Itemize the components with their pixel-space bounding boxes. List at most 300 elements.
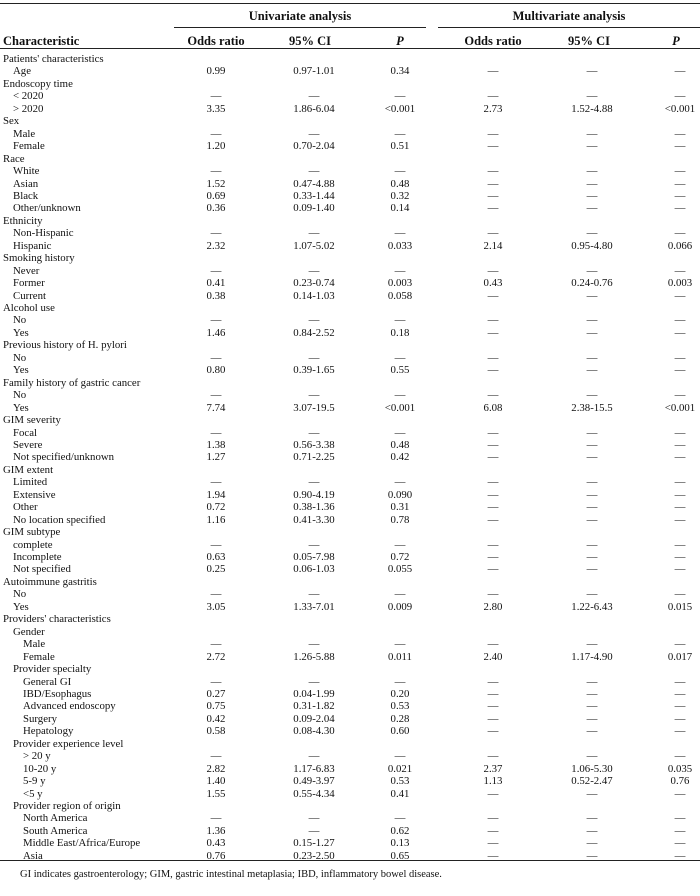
cell-uni-or: — bbox=[210, 227, 222, 240]
cell-multi-ci: — bbox=[586, 438, 598, 451]
cell-uni-ci: 0.41-3.30 bbox=[293, 513, 335, 526]
cell-multi-or: — bbox=[487, 824, 499, 837]
cell-uni-or: 0.69 bbox=[206, 189, 226, 202]
cell-uni-or: 1.16 bbox=[206, 513, 226, 526]
cell-multi-or: — bbox=[487, 538, 499, 551]
cell-multi-p: <0.001 bbox=[664, 401, 696, 414]
row-label: > 20 y bbox=[23, 750, 51, 763]
column-header-characteristic: Characteristic bbox=[3, 34, 80, 48]
cell-uni-or: 0.80 bbox=[206, 364, 226, 377]
cell-uni-ci: — bbox=[308, 264, 320, 277]
table-row bbox=[0, 514, 700, 526]
cell-uni-ci: 0.09-1.40 bbox=[293, 202, 335, 215]
cell-multi-or: — bbox=[487, 812, 499, 825]
cell-uni-p: 0.65 bbox=[390, 849, 410, 862]
table-row bbox=[0, 252, 700, 264]
cell-uni-or: 0.76 bbox=[206, 849, 226, 862]
table-row bbox=[0, 402, 700, 414]
row-label: Black bbox=[13, 189, 39, 202]
row-label: 10-20 y bbox=[23, 762, 57, 775]
cell-multi-p: 0.035 bbox=[667, 762, 693, 775]
row-label: Race bbox=[3, 152, 25, 165]
row-label: Surgery bbox=[23, 712, 57, 725]
cell-uni-or: 0.99 bbox=[206, 65, 226, 78]
row-label: > 2020 bbox=[13, 102, 44, 115]
table-row bbox=[0, 800, 700, 812]
table-row bbox=[0, 588, 700, 600]
table-row bbox=[0, 501, 700, 513]
cell-uni-ci: — bbox=[308, 90, 320, 103]
table-row bbox=[0, 489, 700, 501]
table-row bbox=[0, 638, 700, 650]
row-label: Incomplete bbox=[13, 551, 62, 563]
row-label: Former bbox=[13, 277, 45, 290]
cell-uni-ci: 0.56-3.38 bbox=[293, 438, 335, 451]
cell-uni-p: <0.001 bbox=[384, 102, 416, 115]
cell-uni-p: — bbox=[394, 389, 406, 402]
cell-multi-ci: — bbox=[586, 351, 598, 364]
table-row bbox=[0, 850, 700, 862]
cell-multi-p: — bbox=[674, 563, 686, 576]
cell-multi-ci: — bbox=[586, 90, 598, 103]
cell-multi-p: — bbox=[674, 824, 686, 837]
row-label: Female bbox=[23, 650, 55, 663]
table-row bbox=[0, 626, 700, 638]
cell-multi-ci: — bbox=[586, 264, 598, 277]
cell-uni-or: 7.74 bbox=[206, 401, 226, 414]
cell-multi-ci: — bbox=[586, 787, 598, 800]
cell-uni-or: — bbox=[210, 90, 222, 103]
table-row bbox=[0, 53, 700, 65]
cell-uni-or: 0.72 bbox=[206, 501, 226, 514]
cell-multi-p: — bbox=[674, 389, 686, 402]
cell-uni-ci: 0.08-4.30 bbox=[293, 725, 335, 738]
cell-uni-or: — bbox=[210, 165, 222, 178]
table-row bbox=[0, 414, 700, 426]
cell-uni-p: 0.14 bbox=[390, 202, 410, 215]
table-row bbox=[0, 277, 700, 289]
cell-uni-ci: 0.33-1.44 bbox=[293, 189, 335, 202]
cell-uni-p: 0.55 bbox=[390, 364, 410, 377]
table-row bbox=[0, 688, 700, 700]
cell-uni-or: 0.75 bbox=[206, 700, 226, 713]
cell-uni-or: 0.41 bbox=[206, 277, 226, 290]
cell-multi-or: — bbox=[487, 563, 499, 576]
column-header-multi-p: P bbox=[672, 34, 680, 48]
row-label: Endoscopy time bbox=[3, 77, 73, 90]
row-label: Gender bbox=[13, 625, 45, 638]
cell-multi-ci: 1.22-6.43 bbox=[571, 600, 613, 613]
table-row bbox=[0, 227, 700, 239]
cell-multi-ci: — bbox=[586, 712, 598, 725]
cell-uni-or: 1.52 bbox=[206, 177, 226, 190]
cell-uni-p: — bbox=[394, 227, 406, 240]
table-row bbox=[0, 750, 700, 762]
cell-multi-or: — bbox=[487, 389, 499, 402]
row-label: Focal bbox=[13, 426, 37, 439]
cell-uni-p: 0.28 bbox=[390, 712, 410, 725]
cell-multi-ci: — bbox=[586, 227, 598, 240]
table-row bbox=[0, 713, 700, 725]
cell-uni-or: — bbox=[210, 588, 222, 601]
cell-multi-or: — bbox=[487, 476, 499, 489]
cell-multi-ci: — bbox=[586, 513, 598, 526]
cell-uni-p: 0.62 bbox=[390, 824, 410, 837]
cell-uni-ci: 1.17-6.83 bbox=[293, 762, 335, 775]
cell-multi-p: — bbox=[674, 551, 686, 563]
cell-multi-ci: — bbox=[586, 389, 598, 402]
cell-uni-or: — bbox=[210, 812, 222, 825]
cell-multi-p: — bbox=[674, 438, 686, 451]
cell-multi-p: 0.066 bbox=[667, 239, 693, 252]
row-label: Alcohol use bbox=[3, 302, 55, 314]
cell-uni-p: — bbox=[394, 538, 406, 551]
cell-multi-p: — bbox=[674, 202, 686, 215]
cell-uni-or: — bbox=[210, 127, 222, 140]
cell-multi-ci: — bbox=[586, 165, 598, 178]
column-header-uni-p: P bbox=[396, 34, 404, 48]
table-row bbox=[0, 451, 700, 463]
cell-uni-p: — bbox=[394, 351, 406, 364]
cell-multi-or: 0.43 bbox=[483, 277, 503, 290]
row-label: Severe bbox=[13, 438, 43, 451]
row-label: Hispanic bbox=[13, 239, 52, 252]
row-label: Ethnicity bbox=[3, 214, 43, 227]
row-label: <5 y bbox=[23, 787, 43, 800]
table-row bbox=[0, 78, 700, 90]
cell-uni-p: — bbox=[394, 90, 406, 103]
cell-uni-p: 0.51 bbox=[390, 140, 410, 153]
cell-multi-p: — bbox=[674, 787, 686, 800]
column-header-uni-ci: 95% CI bbox=[288, 34, 332, 48]
table-row bbox=[0, 651, 700, 663]
cell-multi-or: — bbox=[487, 513, 499, 526]
table-row bbox=[0, 676, 700, 688]
cell-multi-or: — bbox=[487, 165, 499, 178]
row-label: No location specified bbox=[13, 513, 106, 526]
table-row bbox=[0, 327, 700, 339]
cell-uni-p: — bbox=[394, 127, 406, 140]
cell-uni-or: 3.35 bbox=[206, 102, 226, 115]
cell-multi-ci: 1.17-4.90 bbox=[571, 650, 613, 663]
cell-multi-ci: — bbox=[586, 476, 598, 489]
cell-uni-or: — bbox=[210, 314, 222, 327]
table-row bbox=[0, 65, 700, 77]
cell-uni-ci: 0.84-2.52 bbox=[293, 326, 335, 339]
cell-multi-ci: — bbox=[586, 314, 598, 327]
row-label: White bbox=[13, 165, 40, 178]
row-label: Provider region of origin bbox=[13, 800, 121, 812]
table-row bbox=[0, 377, 700, 389]
table-row bbox=[0, 476, 700, 488]
row-label: Age bbox=[13, 65, 31, 78]
cell-uni-or: 0.27 bbox=[206, 687, 226, 700]
cell-uni-p: — bbox=[394, 165, 406, 178]
row-label: Autoimmune gastritis bbox=[3, 575, 97, 588]
cell-uni-ci: 0.23-2.50 bbox=[293, 849, 335, 862]
cell-uni-ci: — bbox=[308, 127, 320, 140]
cell-multi-or: — bbox=[487, 140, 499, 153]
cell-multi-ci: 0.24-0.76 bbox=[571, 277, 613, 290]
cell-multi-ci: — bbox=[586, 700, 598, 713]
table-row bbox=[0, 302, 700, 314]
row-label: GIM extent bbox=[3, 463, 54, 476]
cell-multi-or: — bbox=[487, 364, 499, 377]
row-label: Sex bbox=[3, 115, 20, 128]
cell-uni-ci: — bbox=[308, 824, 320, 837]
cell-multi-p: — bbox=[674, 227, 686, 240]
table-row bbox=[0, 165, 700, 177]
cell-uni-p: 0.78 bbox=[390, 513, 410, 526]
cell-uni-or: 1.40 bbox=[206, 775, 226, 788]
cell-multi-ci: — bbox=[586, 426, 598, 439]
cell-multi-or: 2.80 bbox=[483, 600, 503, 613]
cell-multi-p: — bbox=[674, 90, 686, 103]
cell-uni-or: 1.36 bbox=[206, 824, 226, 837]
cell-uni-or: — bbox=[210, 638, 222, 651]
cell-uni-ci: 3.07-19.5 bbox=[293, 401, 335, 414]
cell-uni-p: 0.32 bbox=[390, 189, 410, 202]
cell-multi-or: — bbox=[487, 227, 499, 240]
table-row bbox=[0, 290, 700, 302]
table-row bbox=[0, 352, 700, 364]
cell-multi-or: — bbox=[487, 438, 499, 451]
table-row bbox=[0, 763, 700, 775]
cell-uni-ci: 0.05-7.98 bbox=[293, 551, 335, 563]
cell-uni-ci: — bbox=[308, 314, 320, 327]
cell-uni-p: 0.003 bbox=[387, 277, 413, 290]
cell-multi-p: 0.015 bbox=[667, 600, 693, 613]
cell-uni-p: 0.090 bbox=[387, 488, 413, 501]
cell-multi-p: — bbox=[674, 538, 686, 551]
table-row bbox=[0, 427, 700, 439]
cell-multi-or: — bbox=[487, 127, 499, 140]
row-label: No bbox=[13, 314, 27, 327]
table-row bbox=[0, 576, 700, 588]
cell-multi-or: — bbox=[487, 202, 499, 215]
row-label: Previous history of H. pylori bbox=[3, 339, 127, 352]
column-header-multi-ci: 95% CI bbox=[567, 34, 611, 48]
cell-multi-ci: — bbox=[586, 488, 598, 501]
cell-uni-p: 0.48 bbox=[390, 438, 410, 451]
row-label: South America bbox=[23, 824, 88, 837]
cell-multi-or: — bbox=[487, 177, 499, 190]
cell-multi-p: — bbox=[674, 165, 686, 178]
cell-multi-p: — bbox=[674, 326, 686, 339]
cell-multi-ci: — bbox=[586, 725, 598, 738]
cell-uni-or: 1.27 bbox=[206, 451, 226, 464]
cell-uni-or: 1.38 bbox=[206, 438, 226, 451]
cell-multi-ci: — bbox=[586, 451, 598, 464]
table-row bbox=[0, 128, 700, 140]
cell-multi-p: — bbox=[674, 264, 686, 277]
cell-uni-p: 0.033 bbox=[387, 239, 413, 252]
cell-multi-p: — bbox=[674, 725, 686, 738]
row-label: Yes bbox=[13, 600, 29, 613]
cell-uni-p: <0.001 bbox=[384, 401, 416, 414]
cell-multi-ci: — bbox=[586, 202, 598, 215]
cell-uni-or: 0.63 bbox=[206, 551, 226, 563]
cell-multi-p: 0.003 bbox=[667, 277, 693, 290]
cell-multi-p: — bbox=[674, 351, 686, 364]
column-header-uni-odds-ratio: Odds ratio bbox=[187, 34, 245, 48]
cell-multi-p: — bbox=[674, 426, 686, 439]
cell-multi-ci: — bbox=[586, 750, 598, 763]
row-label: IBD/Esophagus bbox=[23, 687, 92, 700]
cell-multi-ci: — bbox=[586, 849, 598, 862]
cell-multi-or: 6.08 bbox=[483, 401, 503, 414]
cell-multi-p: — bbox=[674, 476, 686, 489]
table-row bbox=[0, 178, 700, 190]
cell-uni-ci: — bbox=[308, 426, 320, 439]
cell-multi-or: — bbox=[487, 675, 499, 688]
cell-multi-ci: 1.52-4.88 bbox=[571, 102, 613, 115]
cell-uni-or: 1.94 bbox=[206, 488, 226, 501]
cell-uni-ci: 0.55-4.34 bbox=[293, 787, 335, 800]
table-row bbox=[0, 215, 700, 227]
cell-multi-or: — bbox=[487, 837, 499, 850]
cell-multi-or: — bbox=[487, 289, 499, 302]
row-label: Asian bbox=[13, 177, 39, 190]
cell-multi-ci: — bbox=[586, 812, 598, 825]
cell-uni-p: — bbox=[394, 750, 406, 763]
cell-multi-or: — bbox=[487, 588, 499, 601]
cell-uni-or: 0.58 bbox=[206, 725, 226, 738]
cell-multi-or: — bbox=[487, 488, 499, 501]
cell-multi-or: — bbox=[487, 314, 499, 327]
cell-uni-ci: 0.47-4.88 bbox=[293, 177, 335, 190]
cell-multi-or: — bbox=[487, 638, 499, 651]
row-label: Hepatology bbox=[23, 725, 74, 738]
row-label: complete bbox=[13, 538, 53, 551]
cell-uni-p: — bbox=[394, 675, 406, 688]
cell-multi-p: 0.017 bbox=[667, 650, 693, 663]
cell-multi-p: <0.001 bbox=[664, 102, 696, 115]
table-row bbox=[0, 539, 700, 551]
row-label: No bbox=[13, 389, 27, 402]
multivariate-group-header: Multivariate analysis bbox=[512, 9, 626, 23]
table-row bbox=[0, 825, 700, 837]
cell-uni-or: — bbox=[210, 476, 222, 489]
row-label: Providers' characteristics bbox=[3, 613, 111, 626]
cell-multi-p: — bbox=[674, 501, 686, 514]
cell-multi-or: — bbox=[487, 849, 499, 862]
cell-multi-p: — bbox=[674, 289, 686, 302]
row-label: Limited bbox=[13, 476, 48, 489]
cell-uni-p: — bbox=[394, 588, 406, 601]
row-label: No bbox=[13, 351, 27, 364]
cell-multi-ci: — bbox=[586, 177, 598, 190]
cell-uni-or: 1.55 bbox=[206, 787, 226, 800]
cell-multi-ci: 1.06-5.30 bbox=[571, 762, 613, 775]
cell-multi-or: 2.14 bbox=[483, 239, 503, 252]
cell-multi-ci: — bbox=[586, 127, 598, 140]
cell-uni-p: 0.058 bbox=[387, 289, 413, 302]
row-label: Current bbox=[13, 289, 46, 302]
row-label: Yes bbox=[13, 364, 29, 377]
cell-uni-ci: 1.26-5.88 bbox=[293, 650, 335, 663]
cell-multi-or: — bbox=[487, 787, 499, 800]
cell-uni-ci: 0.90-4.19 bbox=[293, 488, 335, 501]
cell-uni-p: 0.13 bbox=[390, 837, 410, 850]
cell-uni-ci: 1.86-6.04 bbox=[293, 102, 335, 115]
cell-uni-ci: — bbox=[308, 389, 320, 402]
cell-uni-or: — bbox=[210, 538, 222, 551]
cell-uni-p: 0.41 bbox=[390, 787, 410, 800]
table-row bbox=[0, 601, 700, 613]
cell-multi-ci: — bbox=[586, 364, 598, 377]
cell-uni-p: 0.009 bbox=[387, 600, 413, 613]
cell-multi-p: — bbox=[674, 812, 686, 825]
cell-multi-ci: — bbox=[586, 588, 598, 601]
cell-multi-or: 1.13 bbox=[483, 775, 503, 788]
cell-uni-ci: 0.23-0.74 bbox=[293, 277, 335, 290]
cell-multi-ci: — bbox=[586, 65, 598, 78]
cell-uni-or: 0.36 bbox=[206, 202, 226, 215]
cell-uni-or: 0.38 bbox=[206, 289, 226, 302]
cell-uni-p: 0.20 bbox=[390, 687, 410, 700]
cell-multi-p: — bbox=[674, 588, 686, 601]
row-label: < 2020 bbox=[13, 90, 44, 103]
cell-uni-ci: — bbox=[308, 750, 320, 763]
cell-uni-ci: — bbox=[308, 227, 320, 240]
cell-multi-p: — bbox=[674, 712, 686, 725]
table-row bbox=[0, 837, 700, 849]
cell-multi-p: — bbox=[674, 314, 686, 327]
cell-multi-ci: — bbox=[586, 326, 598, 339]
cell-multi-or: — bbox=[487, 426, 499, 439]
table-row bbox=[0, 90, 700, 102]
table-row bbox=[0, 738, 700, 750]
cell-multi-or: — bbox=[487, 725, 499, 738]
cell-uni-p: 0.42 bbox=[390, 451, 410, 464]
cell-multi-p: — bbox=[674, 127, 686, 140]
cell-uni-ci: — bbox=[308, 476, 320, 489]
cell-uni-p: 0.72 bbox=[390, 551, 410, 563]
row-label: Asia bbox=[23, 849, 43, 862]
table-row bbox=[0, 788, 700, 800]
cell-multi-p: — bbox=[674, 488, 686, 501]
cell-multi-p: — bbox=[674, 189, 686, 202]
row-label: Not specified bbox=[13, 563, 71, 576]
cell-multi-or: — bbox=[487, 501, 499, 514]
cell-uni-or: — bbox=[210, 426, 222, 439]
cell-multi-p: — bbox=[674, 687, 686, 700]
univariate-group-header: Univariate analysis bbox=[248, 9, 352, 23]
cell-multi-or: 2.73 bbox=[483, 102, 503, 115]
cell-uni-ci: — bbox=[308, 812, 320, 825]
table-row bbox=[0, 103, 700, 115]
row-label: Patients' characteristics bbox=[3, 53, 104, 65]
row-label: Family history of gastric cancer bbox=[3, 376, 141, 389]
cell-multi-ci: — bbox=[586, 551, 598, 563]
row-label: North America bbox=[23, 812, 88, 825]
cell-uni-or: 2.72 bbox=[206, 650, 226, 663]
cell-uni-p: 0.31 bbox=[390, 501, 410, 514]
row-label: Provider experience level bbox=[13, 737, 124, 750]
cell-multi-or: — bbox=[487, 264, 499, 277]
cell-multi-ci: — bbox=[586, 824, 598, 837]
cell-uni-p: — bbox=[394, 314, 406, 327]
cell-uni-or: 0.43 bbox=[206, 837, 226, 850]
row-label: Middle East/Africa/Europe bbox=[23, 837, 141, 850]
table-footnote: GI indicates gastroenterology; GIM, gastric intestinal metaplasia; IBD, inflammatory bowel disease. bbox=[20, 869, 442, 880]
table-row bbox=[0, 314, 700, 326]
cell-multi-ci: — bbox=[586, 687, 598, 700]
table-row bbox=[0, 115, 700, 127]
table-row bbox=[0, 812, 700, 824]
cell-uni-or: — bbox=[210, 389, 222, 402]
